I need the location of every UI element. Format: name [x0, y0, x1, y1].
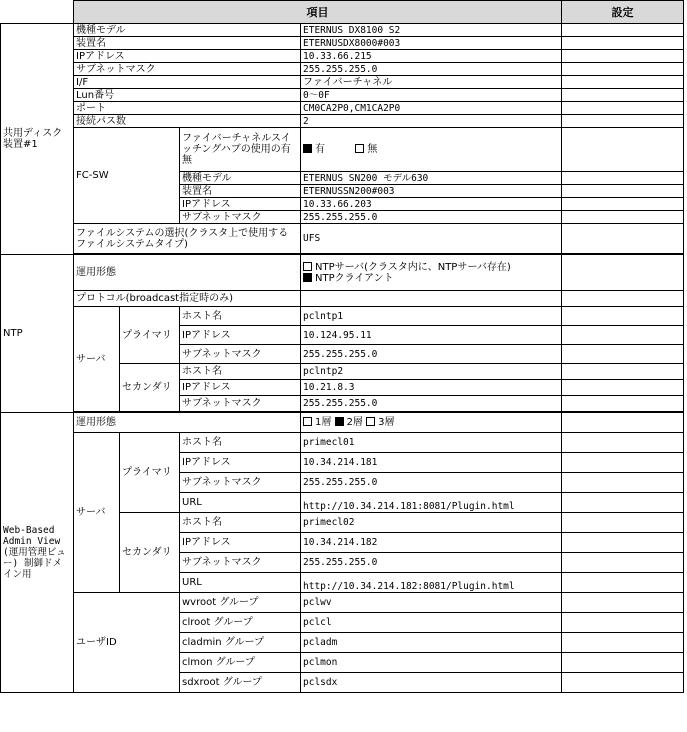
- label-if: I/F: [74, 76, 301, 89]
- value-group: pclsdx: [301, 673, 562, 693]
- value-wbav-primary-ip: 10.34.214.181: [301, 453, 562, 473]
- label-ntp-mode: 運用形態: [74, 255, 301, 291]
- value-group: pclcl: [301, 613, 562, 633]
- value-ntp-primary-ip: 10.124.95.11: [301, 326, 562, 345]
- value-ntp-mode: [301, 255, 562, 291]
- label-ip: IPアドレス: [74, 50, 301, 63]
- value-ntp-secondary-subnet: 255.255.255.0: [301, 396, 562, 412]
- option-ntp-client: NTPクライアント: [303, 273, 559, 284]
- checkbox-empty-icon: [303, 417, 312, 426]
- label-ntp-primary-subnet: サブネットマスク: [180, 345, 301, 364]
- label-wbav-secondary: セカンダリ: [120, 513, 180, 593]
- value-model: ETERNUS DX8100 S2: [301, 24, 562, 37]
- notes-cell: [562, 573, 684, 593]
- label-ntp-primary-ip: IPアドレス: [180, 326, 301, 345]
- label-group: sdxroot グループ: [180, 673, 301, 693]
- option-tier3: 3層: [366, 417, 394, 428]
- value-ntp-primary-subnet: 255.255.255.0: [301, 345, 562, 364]
- notes-cell: [562, 473, 684, 493]
- option-hub-no: 無: [355, 144, 377, 155]
- label-wbav-primary-subnet: サブネットマスク: [180, 473, 301, 493]
- checkbox-checked-icon: [335, 417, 344, 426]
- notes-cell: [562, 198, 684, 211]
- option-ntp-server: NTPサーバ(クラスタ内に、NTPサーバ存在): [303, 262, 559, 273]
- notes-cell: [562, 50, 684, 63]
- notes-cell: [562, 613, 684, 633]
- checkbox-empty-icon: [303, 262, 312, 271]
- notes-cell: [562, 553, 684, 573]
- notes-cell: [562, 128, 684, 172]
- value-ntp-protocol: [301, 291, 562, 307]
- label-ntp-secondary-host: ホスト名: [180, 364, 301, 380]
- value-if: ファイバーチャネル: [301, 76, 562, 89]
- value-wbav-secondary-host: primecl02: [301, 513, 562, 533]
- header-setting: 設定: [562, 1, 684, 24]
- label-fcsw-model: 機種モデル: [180, 172, 301, 185]
- notes-cell: [562, 326, 684, 345]
- notes-cell: [562, 24, 684, 37]
- value-fcsw-subnet: 255.255.255.0: [301, 211, 562, 224]
- notes-cell: [562, 453, 684, 473]
- checkbox-empty-icon: [355, 144, 364, 153]
- notes-cell: [562, 345, 684, 364]
- value-hub-usage: [301, 128, 562, 172]
- section-wbav: Web-Based Admin View (運用管理ビュー) 制御ドメイン用: [1, 413, 74, 693]
- option-hub-yes: 有: [303, 144, 325, 155]
- value-ntp-primary-host: pclntp1: [301, 307, 562, 326]
- label-port: ポート: [74, 102, 301, 115]
- label-model: 機種モデル: [74, 24, 301, 37]
- value-ip: 10.33.66.215: [301, 50, 562, 63]
- label-wbav-secondary-host: ホスト名: [180, 513, 301, 533]
- label-ntp-protocol: プロトコル(broadcast指定時のみ): [74, 291, 301, 307]
- label-fcsw-ip: IPアドレス: [180, 198, 301, 211]
- label-wbav-primary-url: URL: [180, 493, 301, 513]
- label-fcsw-device-name: 装置名: [180, 185, 301, 198]
- header-item: 項目: [74, 1, 562, 24]
- label-filesystem: ファイルシステムの選択(クラスタ上で使用するファイルシステムタイプ): [74, 224, 301, 254]
- label-ntp-secondary-ip: IPアドレス: [180, 380, 301, 396]
- checkbox-checked-icon: [303, 273, 312, 282]
- option-tier2: 2層: [335, 417, 363, 428]
- option-tier1: 1層: [303, 417, 331, 428]
- section-ntp: NTP: [1, 255, 74, 413]
- notes-cell: [562, 291, 684, 307]
- notes-cell: [562, 255, 684, 291]
- notes-cell: [562, 76, 684, 89]
- label-paths: 接続パス数: [74, 115, 301, 128]
- value-fcsw-device-name: ETERNUSSN200#003: [301, 185, 562, 198]
- value-ntp-secondary-ip: 10.21.8.3: [301, 380, 562, 396]
- label-ntp-primary-host: ホスト名: [180, 307, 301, 326]
- label-group: clroot グループ: [180, 613, 301, 633]
- notes-cell: [562, 533, 684, 553]
- value-group: pcladm: [301, 633, 562, 653]
- value-wbav-primary-url: http://10.34.214.181:8081/Plugin.html: [301, 493, 562, 513]
- value-group: pclmon: [301, 653, 562, 673]
- notes-cell: [562, 493, 684, 513]
- label-wbav-secondary-url: URL: [180, 573, 301, 593]
- notes-cell: [562, 364, 684, 380]
- label-hub-usage: ファイバーチャネルスイッチングハブの使用の有無: [180, 128, 301, 172]
- label-fcsw: FC-SW: [74, 128, 180, 224]
- label-group: wvroot グループ: [180, 593, 301, 613]
- notes-cell: [562, 396, 684, 412]
- value-wbav-secondary-subnet: 255.255.255.0: [301, 553, 562, 573]
- notes-cell: [562, 89, 684, 102]
- notes-cell: [562, 211, 684, 224]
- label-ntp-secondary-subnet: サブネットマスク: [180, 396, 301, 412]
- value-group: pclwv: [301, 593, 562, 613]
- value-wbav-primary-host: primecl01: [301, 433, 562, 453]
- label-subnet: サブネットマスク: [74, 63, 301, 76]
- label-wbav-primary-ip: IPアドレス: [180, 453, 301, 473]
- notes-cell: [562, 653, 684, 673]
- label-ntp-primary: プライマリ: [120, 307, 180, 364]
- value-wbav-secondary-ip: 10.34.214.182: [301, 533, 562, 553]
- notes-cell: [562, 172, 684, 185]
- label-fcsw-subnet: サブネットマスク: [180, 211, 301, 224]
- label-ntp-secondary: セカンダリ: [120, 364, 180, 412]
- label-wbav-mode: 運用形態: [74, 413, 301, 433]
- label-wbav-primary: プライマリ: [120, 433, 180, 513]
- value-subnet: 255.255.255.0: [301, 63, 562, 76]
- label-wbav-secondary-subnet: サブネットマスク: [180, 553, 301, 573]
- notes-cell: [562, 63, 684, 76]
- checkbox-empty-icon: [366, 417, 375, 426]
- label-ntp-server: サーバ: [74, 307, 120, 412]
- value-wbav-primary-subnet: 255.255.255.0: [301, 473, 562, 493]
- notes-cell: [562, 673, 684, 693]
- label-device-name: 装置名: [74, 37, 301, 50]
- notes-cell: [562, 433, 684, 453]
- notes-cell: [562, 380, 684, 396]
- value-ntp-secondary-host: pclntp2: [301, 364, 562, 380]
- label-wbav-primary-host: ホスト名: [180, 433, 301, 453]
- value-filesystem: UFS: [301, 224, 562, 254]
- section-shared-disk: 共用ディスク装置#1: [1, 24, 74, 255]
- value-device-name: ETERNUSDX8000#003: [301, 37, 562, 50]
- value-wbav-mode: [301, 413, 562, 433]
- value-fcsw-ip: 10.33.66.203: [301, 198, 562, 211]
- label-group: clmon グループ: [180, 653, 301, 673]
- header-blank: [1, 1, 74, 24]
- label-group: cladmin グループ: [180, 633, 301, 653]
- value-paths: 2: [301, 115, 562, 128]
- value-wbav-secondary-url: http://10.34.214.182:8081/Plugin.html: [301, 573, 562, 593]
- label-wbav-server: サーバ: [74, 433, 120, 593]
- label-wbav-userid: ユーザID: [74, 593, 180, 693]
- value-fcsw-model: ETERNUS SN200 モデル630: [301, 172, 562, 185]
- notes-cell: [562, 593, 684, 613]
- notes-cell: [562, 115, 684, 128]
- notes-cell: [562, 185, 684, 198]
- notes-cell: [562, 513, 684, 533]
- value-lun: 0～0F: [301, 89, 562, 102]
- notes-cell: [562, 307, 684, 326]
- label-wbav-secondary-ip: IPアドレス: [180, 533, 301, 553]
- notes-cell: [562, 224, 684, 254]
- notes-cell: [562, 633, 684, 653]
- notes-cell: [562, 413, 684, 433]
- checkbox-checked-icon: [303, 144, 312, 153]
- notes-cell: [562, 102, 684, 115]
- notes-cell: [562, 37, 684, 50]
- label-lun: Lun番号: [74, 89, 301, 102]
- value-port: CM0CA2P0,CM1CA2P0: [301, 102, 562, 115]
